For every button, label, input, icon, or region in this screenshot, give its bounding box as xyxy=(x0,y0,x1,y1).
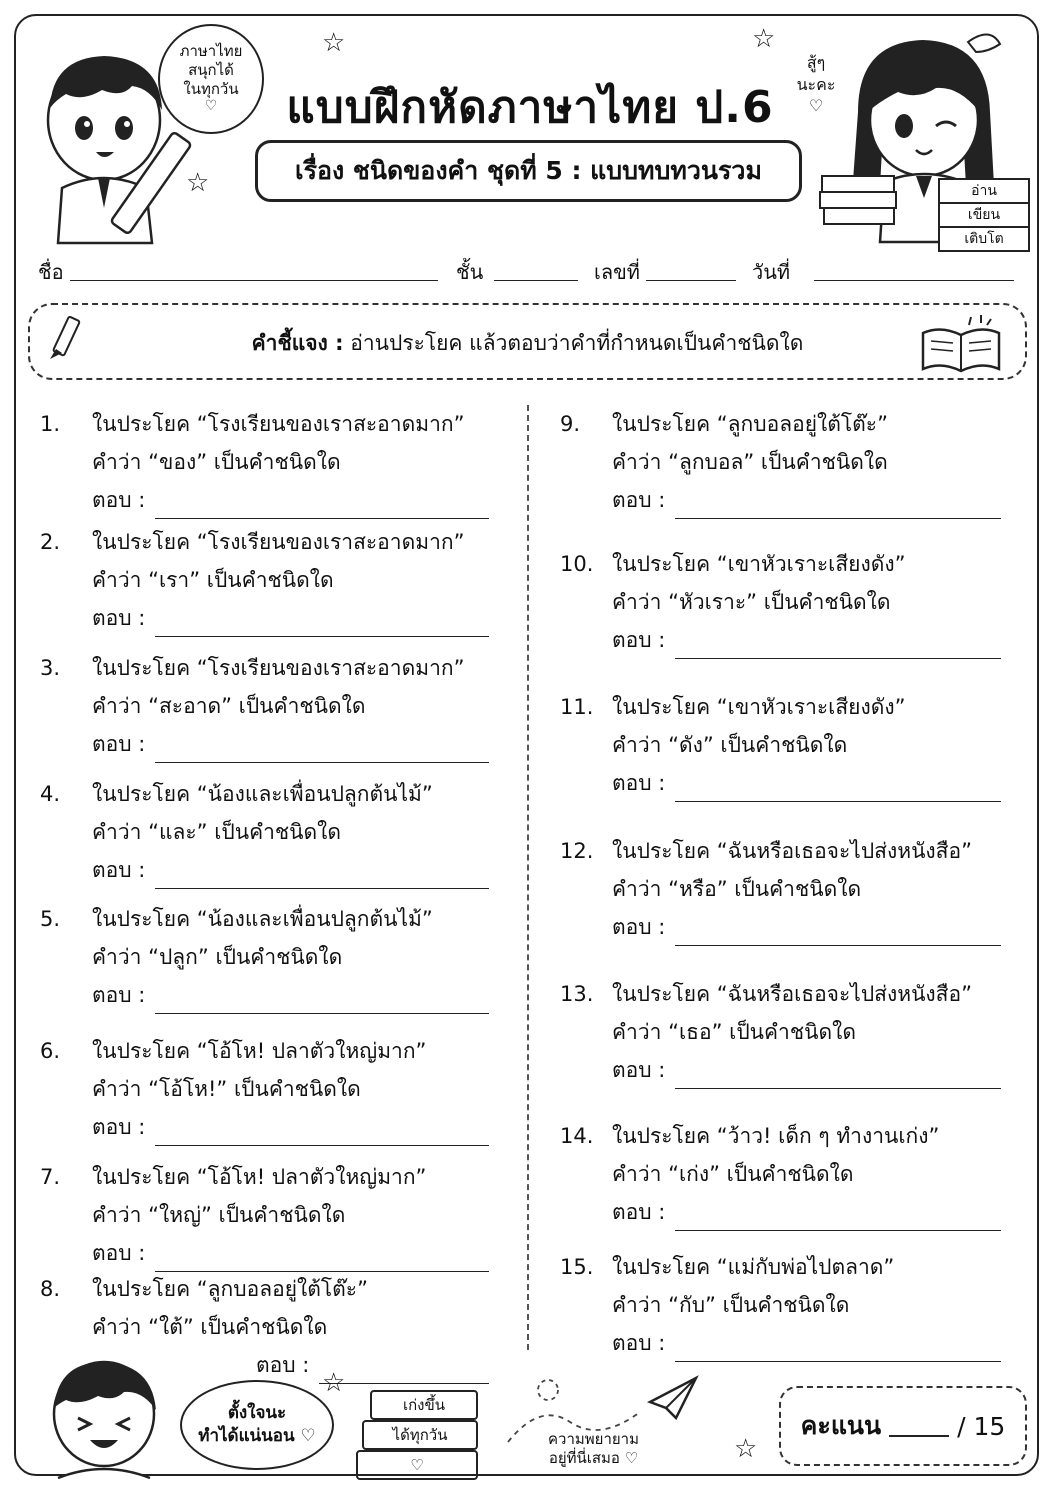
question-word: คำว่า “โอ้โห!” เป็นคำชนิดใด xyxy=(92,1077,361,1101)
answer-label: ตอบ : xyxy=(92,1115,146,1139)
question-item xyxy=(560,1248,1020,1368)
cheer-line: นะคะ xyxy=(796,74,836,94)
book-label: เก่งขึ้น xyxy=(370,1390,478,1420)
answer-row xyxy=(92,481,489,519)
question-item xyxy=(40,405,500,525)
answer-label: ตอบ : xyxy=(612,915,666,939)
number-label: เลขที่ xyxy=(594,260,640,284)
book-label: ได้ทุกวัน xyxy=(362,1420,478,1450)
question-body xyxy=(92,405,489,519)
answer-field[interactable] xyxy=(155,740,489,763)
question-sentence: ในประโยค “ว้าว! เด็ก ๆ ทำงานเก่ง” xyxy=(612,1124,940,1148)
answer-field[interactable] xyxy=(675,1208,1001,1231)
star-icon: ☆ xyxy=(322,1368,346,1398)
question-word: คำว่า “เก่ง” เป็นคำชนิดใด xyxy=(612,1162,854,1186)
question-body xyxy=(612,545,1001,659)
star-icon: ☆ xyxy=(322,28,346,58)
answer-row xyxy=(612,1324,1001,1362)
books-stack-labels xyxy=(938,178,1030,252)
speech-bubble-bottom xyxy=(180,1380,334,1470)
question-number: 12. xyxy=(560,839,594,863)
question-word: คำว่า “หัวเราะ” เป็นคำชนิดใด xyxy=(612,590,891,614)
student-info-row xyxy=(38,256,1016,288)
answer-label: ตอบ : xyxy=(92,983,146,1007)
answer-row xyxy=(92,1234,489,1272)
date-label: วันที่ xyxy=(752,260,791,284)
question-number: 6. xyxy=(40,1039,61,1063)
question-body xyxy=(92,649,489,763)
instruction-body: อ่านประโยค แล้วตอบว่าคำที่กำหนดเป็นคำชนิดใด xyxy=(350,331,804,355)
question-body xyxy=(612,1248,1001,1362)
question-number: 2. xyxy=(40,530,61,554)
answer-row xyxy=(92,599,489,637)
question-sentence: ในประโยค “ฉันหรือเธอจะไปส่งหนังสือ” xyxy=(612,839,972,863)
answer-field[interactable] xyxy=(675,779,1001,802)
question-number: 15. xyxy=(560,1255,594,1279)
answer-label: ตอบ : xyxy=(92,858,146,882)
heart-icon: ♡ xyxy=(356,1450,478,1480)
question-number: 1. xyxy=(40,412,61,436)
heart-icon: ♡ xyxy=(808,96,824,116)
answer-label: ตอบ : xyxy=(92,606,146,630)
question-sentence: ในประโยค “ฉันหรือเธอจะไปส่งหนังสือ” xyxy=(612,982,972,1006)
question-item xyxy=(40,1032,500,1152)
instruction-label: คำชี้แจง : xyxy=(251,331,344,355)
answer-field[interactable] xyxy=(155,866,489,889)
question-sentence: ในประโยค “ลูกบอลอยู่ใต้โต๊ะ” xyxy=(612,412,888,436)
question-sentence: ในประโยค “เขาหัวเราะเสียงดัง” xyxy=(612,695,906,719)
effort-line: อยู่ที่นี่เสมอ ♡ xyxy=(548,1448,639,1467)
page-subtitle: เรื่อง ชนิดของคำ ชุดที่ 5 : แบบทบทวนรวม xyxy=(255,140,802,202)
answer-row xyxy=(612,1051,1001,1089)
answer-field[interactable] xyxy=(675,636,1001,659)
question-item xyxy=(40,900,500,1020)
date-field[interactable] xyxy=(814,280,1014,281)
answer-label: ตอบ : xyxy=(92,732,146,756)
effort-text xyxy=(548,1430,639,1468)
question-sentence: ในประโยค “โรงเรียนของเราสะอาดมาก” xyxy=(92,656,465,680)
question-item xyxy=(40,523,500,643)
bubble-line: ในทุกวัน xyxy=(183,79,239,98)
question-item xyxy=(560,405,1020,525)
answer-field[interactable] xyxy=(155,991,489,1014)
star-icon: ☆ xyxy=(734,1434,758,1464)
question-item xyxy=(560,545,1020,665)
answer-row xyxy=(612,481,1001,519)
question-word: คำว่า “ใหญ่” เป็นคำชนิดใด xyxy=(92,1203,346,1227)
question-number: 11. xyxy=(560,695,594,719)
answer-label: ตอบ : xyxy=(612,771,666,795)
question-number: 14. xyxy=(560,1124,594,1148)
answer-field[interactable] xyxy=(155,496,489,519)
question-body xyxy=(612,405,1001,519)
bubble-line: ตั้งใจนะ xyxy=(227,1403,287,1424)
question-sentence: ในประโยค “โรงเรียนของเราสะอาดมาก” xyxy=(92,412,465,436)
question-body xyxy=(612,1117,1001,1231)
score-label: คะแนน xyxy=(800,1411,882,1440)
question-word: คำว่า “และ” เป็นคำชนิดใด xyxy=(92,820,342,844)
book-label: อ่าน xyxy=(938,178,1030,204)
class-field[interactable] xyxy=(494,280,578,281)
books-stack-bottom xyxy=(356,1390,484,1480)
question-body xyxy=(612,832,1001,946)
answer-row xyxy=(92,976,489,1014)
instruction-box xyxy=(28,303,1027,380)
answer-label: ตอบ : xyxy=(92,488,146,512)
question-sentence: ในประโยค “น้องและเพื่อนปลูกต้นไม้” xyxy=(92,782,433,806)
question-sentence: ในประโยค “โรงเรียนของเราสะอาดมาก” xyxy=(92,530,465,554)
question-word: คำว่า “ของ” เป็นคำชนิดใด xyxy=(92,450,341,474)
answer-row xyxy=(612,1193,1001,1231)
question-number: 9. xyxy=(560,412,581,436)
question-item xyxy=(40,775,500,895)
instruction-text xyxy=(30,327,1025,360)
answer-label: ตอบ : xyxy=(612,488,666,512)
boy-cheering-illustration xyxy=(24,1352,184,1480)
question-sentence: ในประโยค “น้องและเพื่อนปลูกต้นไม้” xyxy=(92,907,433,931)
answer-label: ตอบ : xyxy=(256,1353,310,1377)
question-body xyxy=(612,688,1001,802)
answer-row xyxy=(92,851,489,889)
answer-label: ตอบ : xyxy=(612,1058,666,1082)
book-label: เติบโต xyxy=(938,228,1030,252)
number-field[interactable] xyxy=(646,280,736,281)
answer-field[interactable] xyxy=(675,923,1001,946)
answer-field[interactable] xyxy=(155,1249,489,1272)
answer-row xyxy=(256,1346,489,1384)
answer-row xyxy=(612,908,1001,946)
question-item xyxy=(560,1117,1020,1237)
score-box xyxy=(779,1386,1027,1466)
answer-row xyxy=(612,764,1001,802)
speech-bubble-left xyxy=(158,24,264,134)
question-number: 3. xyxy=(40,656,61,680)
star-icon: ☆ xyxy=(752,24,776,54)
answer-row xyxy=(92,725,489,763)
question-item xyxy=(40,649,500,769)
question-sentence: ในประโยค “ลูกบอลอยู่ใต้โต๊ะ” xyxy=(92,1277,368,1301)
bubble-line: ภาษาไทย xyxy=(179,42,243,61)
question-item xyxy=(560,832,1020,952)
name-label: ชื่อ xyxy=(38,260,64,284)
question-body xyxy=(92,900,489,1014)
question-sentence: ในประโยค “โอ้โห! ปลาตัวใหญ่มาก” xyxy=(92,1039,427,1063)
answer-field[interactable] xyxy=(675,496,1001,519)
answer-row xyxy=(612,621,1001,659)
question-word: คำว่า “สะอาด” เป็นคำชนิดใด xyxy=(92,694,366,718)
effort-line: ความพยายาม xyxy=(548,1430,639,1448)
question-sentence: ในประโยค “แม่กับพ่อไปตลาด” xyxy=(612,1255,895,1279)
question-word: คำว่า “เธอ” เป็นคำชนิดใด xyxy=(612,1020,856,1044)
question-word: คำว่า “เรา” เป็นคำชนิดใด xyxy=(92,568,334,592)
answer-field[interactable] xyxy=(675,1066,1001,1089)
question-body xyxy=(92,1032,489,1146)
question-word: คำว่า “ดัง” เป็นคำชนิดใด xyxy=(612,733,848,757)
question-sentence: ในประโยค “โอ้โห! ปลาตัวใหญ่มาก” xyxy=(92,1165,427,1189)
answer-field[interactable] xyxy=(155,614,489,637)
class-label: ชั้น xyxy=(456,260,484,284)
question-number: 4. xyxy=(40,782,61,806)
question-sentence: ในประโยค “เขาหัวเราะเสียงดัง” xyxy=(612,552,906,576)
answer-label: ตอบ : xyxy=(612,1331,666,1355)
question-number: 5. xyxy=(40,907,61,931)
column-divider xyxy=(527,405,529,1350)
open-book-icon xyxy=(919,313,1003,375)
question-body xyxy=(92,1158,489,1272)
question-item xyxy=(560,975,1020,1095)
bubble-line: ทำได้แน่นอน ♡ xyxy=(198,1426,316,1446)
question-item xyxy=(40,1158,500,1278)
score-total: / 15 xyxy=(957,1411,1006,1441)
question-word: คำว่า “ปลูก” เป็นคำชนิดใด xyxy=(92,945,343,969)
question-number: 13. xyxy=(560,982,594,1006)
book-label: เขียน xyxy=(938,204,1030,228)
question-number: 7. xyxy=(40,1165,61,1189)
answer-label: ตอบ : xyxy=(612,1200,666,1224)
answer-field[interactable] xyxy=(675,1339,1001,1362)
heart-icon: ♡ xyxy=(204,98,218,115)
question-word: คำว่า “หรือ” เป็นคำชนิดใด xyxy=(612,877,862,901)
cheer-line: สู้ๆ xyxy=(806,53,826,72)
answer-field[interactable] xyxy=(155,1123,489,1146)
score-field[interactable] xyxy=(889,1415,949,1437)
question-body xyxy=(92,523,489,637)
star-icon: ☆ xyxy=(186,168,210,198)
name-field[interactable] xyxy=(70,280,438,281)
answer-label: ตอบ : xyxy=(92,1241,146,1265)
question-word: คำว่า “กับ” เป็นคำชนิดใด xyxy=(612,1293,850,1317)
question-number: 10. xyxy=(560,552,594,576)
bubble-line: สนุกได้ xyxy=(188,60,234,79)
question-body xyxy=(612,975,1001,1089)
page-title: แบบฝึกหัดภาษาไทย ป.6 xyxy=(286,82,774,133)
question-item xyxy=(560,688,1020,808)
question-number: 8. xyxy=(40,1277,61,1301)
answer-label: ตอบ : xyxy=(612,628,666,652)
question-body xyxy=(92,775,489,889)
question-word: คำว่า “ใต้” เป็นคำชนิดใด xyxy=(92,1315,328,1339)
answer-row xyxy=(92,1108,489,1146)
question-word: คำว่า “ลูกบอล” เป็นคำชนิดใด xyxy=(612,450,888,474)
